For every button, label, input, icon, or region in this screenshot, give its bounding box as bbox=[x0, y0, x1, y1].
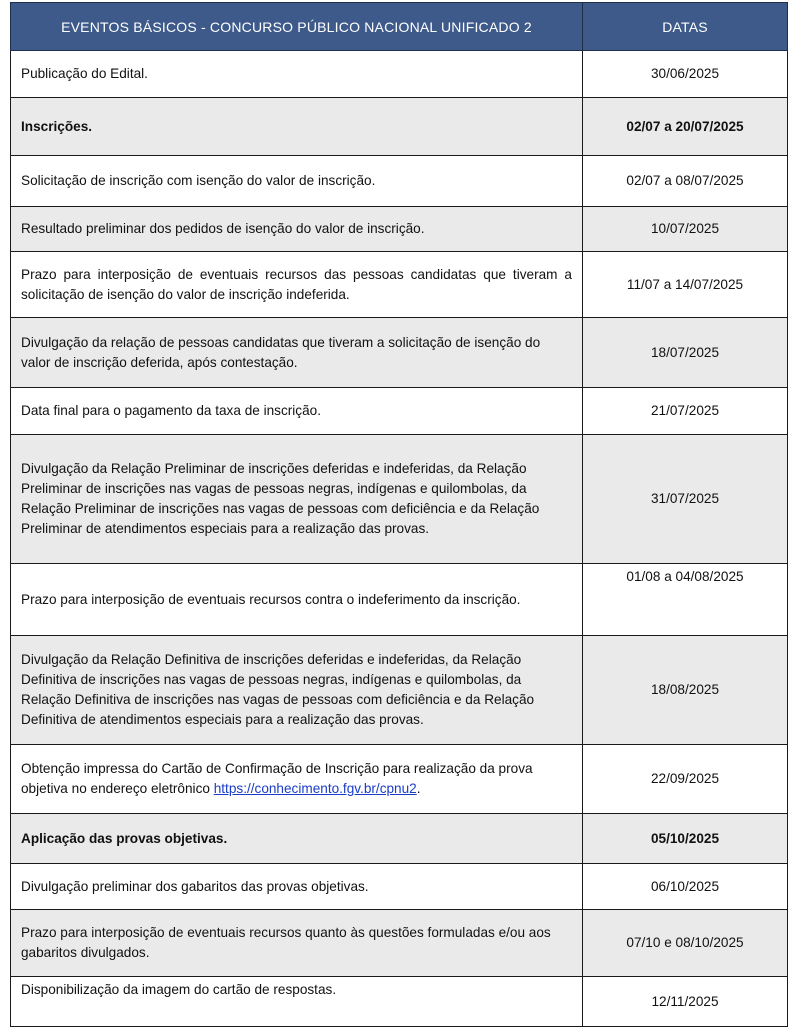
event-description: Solicitação de inscrição com isenção do valor de inscrição. bbox=[11, 156, 583, 207]
event-date: 06/10/2025 bbox=[583, 864, 788, 910]
event-description: Resultado preliminar dos pedidos de isenção do valor de inscrição. bbox=[11, 207, 583, 252]
event-description: Prazo para interposição de eventuais recursos das pessoas candidatas que tiveram a solicitação de isenção do valor de inscrição indeferida. bbox=[11, 252, 583, 318]
dates-column-header: DATAS bbox=[583, 3, 788, 51]
table-row bbox=[11, 564, 788, 636]
event-description-text: Obtenção impressa do Cartão de Confirmação de Inscrição para realização da prova objetiva no endereço eletrônico bbox=[21, 761, 533, 796]
table-row bbox=[11, 814, 788, 864]
schedule-document bbox=[10, 2, 788, 1027]
table-row bbox=[11, 51, 788, 98]
events-column-header: EVENTOS BÁSICOS - CONCURSO PÚBLICO NACIONAL UNIFICADO 2 bbox=[11, 3, 583, 51]
table-row bbox=[11, 98, 788, 156]
event-description: Prazo para interposição de eventuais recursos contra o indeferimento da inscrição. bbox=[11, 564, 583, 636]
event-date: 12/11/2025 bbox=[583, 977, 788, 1027]
table-row bbox=[11, 435, 788, 564]
event-description: Data final para o pagamento da taxa de inscrição. bbox=[11, 388, 583, 435]
event-description: Inscrições. bbox=[11, 98, 583, 156]
table-row bbox=[11, 636, 788, 745]
event-description: Divulgação preliminar dos gabaritos das provas objetivas. bbox=[11, 864, 583, 910]
table-row bbox=[11, 252, 788, 318]
event-date: 05/10/2025 bbox=[583, 814, 788, 864]
table-header-row bbox=[11, 3, 788, 51]
table-row bbox=[11, 207, 788, 252]
event-description: Aplicação das provas objetivas. bbox=[11, 814, 583, 864]
event-description: Publicação do Edital. bbox=[11, 51, 583, 98]
table-row bbox=[11, 745, 788, 814]
event-description: Divulgação da relação de pessoas candidatas que tiveram a solicitação de isenção do valor de inscrição deferida, após contestação. bbox=[11, 318, 583, 388]
event-date: 18/07/2025 bbox=[583, 318, 788, 388]
table-row bbox=[11, 977, 788, 1027]
event-description: Prazo para interposição de eventuais recursos quanto às questões formuladas e/ou aos gabaritos divulgados. bbox=[11, 910, 583, 977]
event-date: 21/07/2025 bbox=[583, 388, 788, 435]
schedule-table bbox=[10, 2, 788, 1027]
table-row bbox=[11, 318, 788, 388]
table-row bbox=[11, 388, 788, 435]
table-row bbox=[11, 864, 788, 910]
event-description bbox=[11, 745, 583, 814]
event-date: 30/06/2025 bbox=[583, 51, 788, 98]
event-date: 18/08/2025 bbox=[583, 636, 788, 745]
event-date: 31/07/2025 bbox=[583, 435, 788, 564]
event-date: 07/10 e 08/10/2025 bbox=[583, 910, 788, 977]
cpnu2-link[interactable]: https://conhecimento.fgv.br/cpnu2 bbox=[213, 781, 417, 796]
event-date: 02/07 a 08/07/2025 bbox=[583, 156, 788, 207]
event-date: 22/09/2025 bbox=[583, 745, 788, 814]
event-description: Divulgação da Relação Definitiva de inscrições deferidas e indeferidas, da Relação Definitiva de inscrições nas vagas de pessoas negras, indígenas e quilombolas, da Relação Definitiva de inscrições nas vagas de pessoas com deficiência e da Relação Definitiva de atendimentos especiais para a realização das provas. bbox=[11, 636, 583, 745]
event-description: Disponibilização da imagem do cartão de respostas. bbox=[11, 977, 583, 1027]
event-description: Divulgação da Relação Preliminar de inscrições deferidas e indeferidas, da Relação Preliminar de inscrições nas vagas de pessoas negras, indígenas e quilombolas, da Relação Preliminar de inscrições nas vagas de pessoas com deficiência e da Relação Preliminar de atendimentos especiais para a realização das provas. bbox=[11, 435, 583, 564]
table-row bbox=[11, 156, 788, 207]
link-suffix: . bbox=[416, 781, 421, 796]
event-date: 02/07 a 20/07/2025 bbox=[583, 98, 788, 156]
event-date: 01/08 a 04/08/2025 bbox=[583, 564, 788, 636]
event-date: 11/07 a 14/07/2025 bbox=[583, 252, 788, 318]
event-date: 10/07/2025 bbox=[583, 207, 788, 252]
table-row bbox=[11, 910, 788, 977]
